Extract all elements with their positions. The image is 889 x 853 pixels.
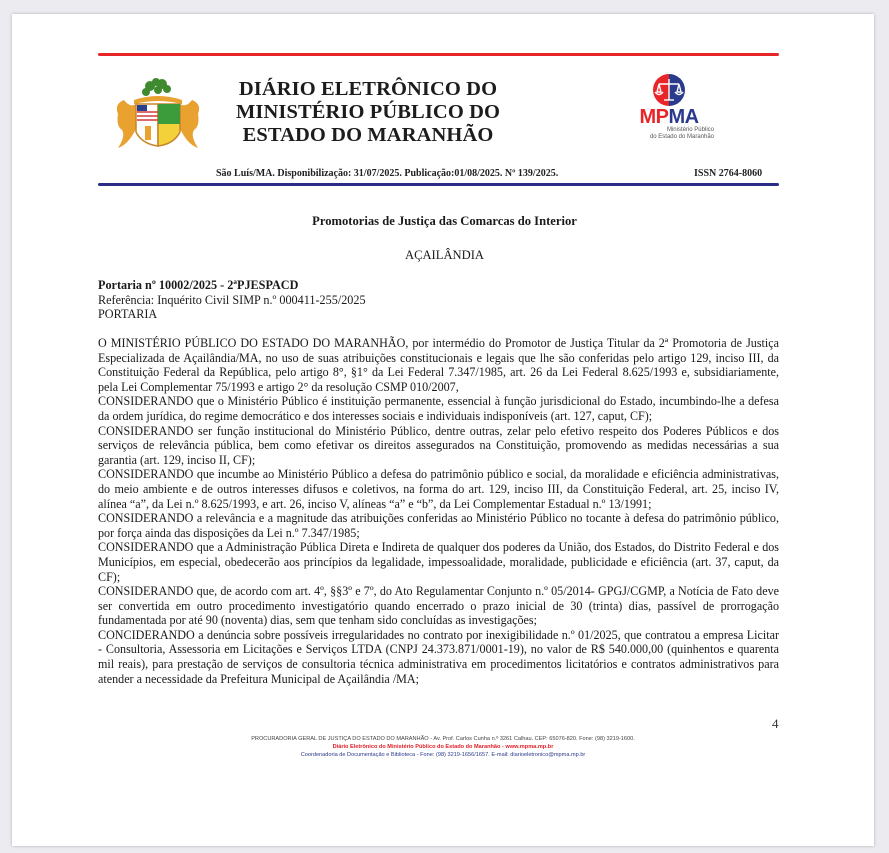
journal-title-line: MINISTÉRIO PÚBLICO DO bbox=[235, 101, 501, 123]
publication-info: São Luís/MA. Disponibilização: 31/07/2025. Publicação:01/08/2025. Nº 139/2025. bbox=[216, 168, 559, 179]
document-header bbox=[98, 278, 788, 322]
mpma-logo bbox=[624, 72, 714, 142]
header-red-rule bbox=[98, 53, 779, 56]
paragraph: CONSIDERANDO ser função institucional do Ministério Público, dentre outras, zelar pelo efetivo respeito dos Poderes Públicos e dos serviços de relevância pública, bem como efetivar os direitos assegurados na Constituição, promovendo as medidas necessárias a sua garantia (art. 129, inciso II, CF); bbox=[98, 423, 779, 467]
mpma-scales-logo-icon bbox=[624, 72, 714, 108]
paragraph: CONSIDERANDO a relevância e a magnitude das atribuições conferidas ao Ministério Público no tocante à defesa do patrimônio público, por força ainda das disposições da Lei n.º 7.347/1985; bbox=[98, 511, 779, 540]
footer-contact: Coordenadoria de Documentação e Biblioteca - Fone: (98) 3219-1656/1657. E-mail: diarioeletronico@mpma.mp.br bbox=[300, 752, 586, 758]
section-title: Promotorias de Justiça das Comarcas do Interior bbox=[312, 214, 577, 228]
header-blue-rule bbox=[98, 183, 779, 186]
paragraph: O MINISTÉRIO PÚBLICO DO ESTADO DO MARANHÃO, por intermédio do Promotor de Justiça Titular da 2ª Promotoria de Justiça Especializada de Açailândia/MA, no uso de suas atribuições constitucionais e legais que lhe são conferidas pelo artigo 129, inciso III, da Constituição Federal da República, pelo artigo 8°, §1° da Lei Federal 7.347/1985, art. 26 da Lei Federal 8.625/1993 e, subsidiariamente, pela Lei Complementar 75/1993 e artigo 2° da resolução CSMP 010/2007, bbox=[98, 336, 779, 394]
issn: ISSN 2764-8060 bbox=[694, 168, 763, 179]
page-footer bbox=[98, 735, 788, 759]
footer-address: PROCURADORIA GERAL DE JUSTIÇA DO ESTADO DO MARANHÃO - Av. Prof. Carlos Cunha n.º 3261 Calhau. CEP: 65076-820. Fone: (98) 3219-1600. bbox=[251, 736, 635, 742]
journal-title-line: DIÁRIO ELETRÔNICO DO bbox=[238, 78, 498, 100]
document-body bbox=[98, 336, 779, 686]
portaria-title: Portaria nº 10002/2025 - 2ªPJESPACD bbox=[98, 278, 299, 292]
mpma-subtitle-line: Ministério Público bbox=[666, 127, 714, 133]
journal-title bbox=[218, 78, 518, 147]
mpma-wordmark: MPMA bbox=[639, 106, 699, 128]
paragraph: CONSIDERANDO que, de acordo com art. 4º, §§3º e 7º, do Ato Regulamentar Conjunto n.º 05/2014- GPGJ/CGMP, a Notícia de Fato deve ser convertida em outro procedimento investigatório quando encerrado o prazo inicial de 30 (trinta) dias, passível de prorrogação fundamentada por até 90 (noventa) dias, sem que tenham sido concluídas as investigações; bbox=[98, 584, 779, 628]
maranhao-coat-of-arms-icon bbox=[112, 74, 204, 154]
document-kind: PORTARIA bbox=[98, 307, 158, 322]
paragraph: CONSIDERANDO que o Ministério Público é instituição permanente, essencial à função jurisdicional do Estado, incumbindo-lhe a defesa da ordem jurídica, do regime democrático e dos interesses sociais e individuais indisponíveis (art. 127, caput, CF); bbox=[98, 394, 779, 423]
paragraph: CONCIDERANDO a denúncia sobre possíveis irregularidades no contrato por inexigibilidade n.º 01/2025, que contratou a empresa Licitar - Consultoria, Assessoria em Licitações e Serviços LTDA (CNPJ 24.373.871/0001-19), no valor de R$ 540.000,00 (quinhentos e quarenta mil reais), para prestação de serviços de consultoria técnica administrativa em procedimentos licitatórios e contratos administrativos para atender a necessidade da Prefeitura Municipal de Açailândia /MA; bbox=[98, 627, 779, 686]
page-number: 4 bbox=[772, 716, 779, 731]
reference-line: Referência: Inquérito Civil SIMP n.º 000411-255/2025 bbox=[98, 292, 366, 307]
mpma-subtitle-line: do Estado do Maranhão bbox=[649, 133, 714, 140]
paragraph: CONSIDERANDO que a Administração Pública Direta e Indireta de qualquer dos poderes da União, dos Estados, do Distrito Federal e dos Municípios, em especial, obedecerão aos princípios da legalidade, impessoalidade, moralidade, publicidade e eficiência (art. 37, caput, da CF); bbox=[98, 540, 779, 584]
journal-title-line: ESTADO DO MARANHÃO bbox=[242, 124, 494, 146]
paragraph: CONSIDERANDO que incumbe ao Ministério Público a defesa do patrimônio público e social, da moralidade e eficiência administrativas, do meio ambiente e de outros interesses difusos e coletivos, na forma do art. 129, inciso III, da Constituição Federal, art. 25, inciso IV, alínea “a”, da Lei n.º 8.625/1993, e art. 26, inciso V, alíneas “a” e “b”, da Lei Complementar Estadual n.º 13/1991; bbox=[98, 467, 779, 511]
mpma-subtitle bbox=[638, 127, 714, 140]
footer-website: Diário Eletrônico do Ministério Público do Estado do Maranhão - www.mpma.mp.br bbox=[332, 744, 554, 750]
city-heading: AÇAILÂNDIA bbox=[404, 248, 485, 262]
